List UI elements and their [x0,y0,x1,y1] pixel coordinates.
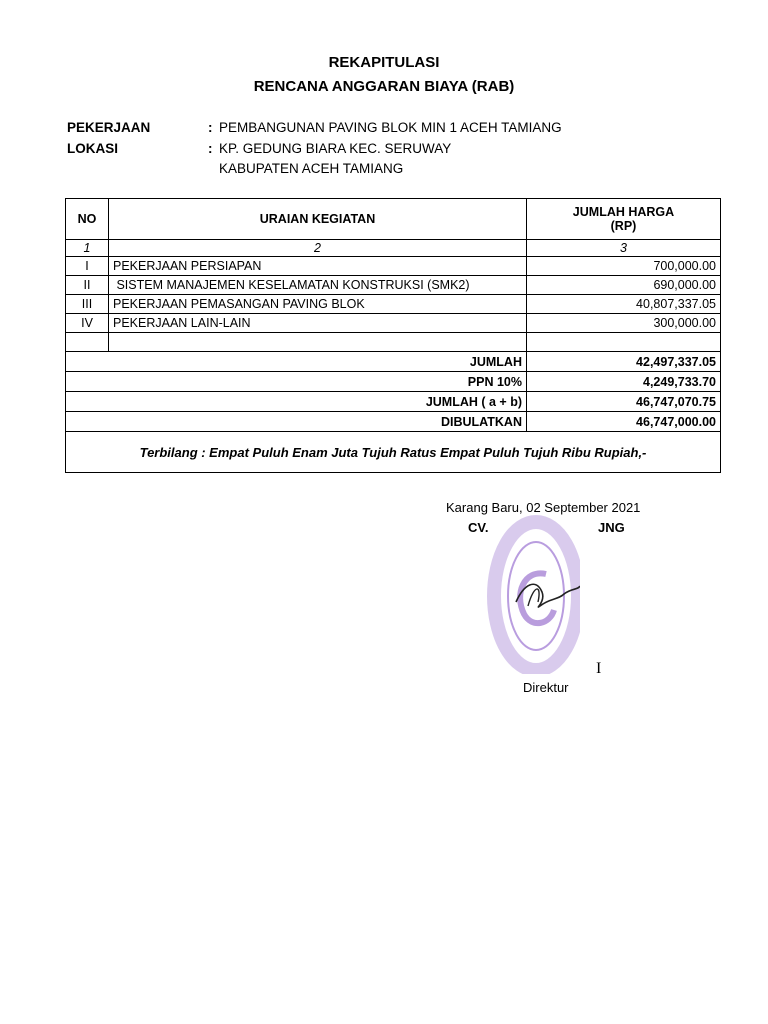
terbilang-text: Terbilang : Empat Puluh Enam Juta Tujuh Ratus Empat Puluh Tujuh Ribu Rupiah,- [66,432,721,473]
lokasi-colon: : [208,141,213,156]
row-desc: PEKERJAAN PEMASANGAN PAVING BLOK [109,295,527,314]
company-name-left: CV. [468,520,489,535]
row-no: III [66,295,109,314]
index-cell: 1 [66,240,109,257]
row-desc: SISTEM MANAJEMEN KESELAMATAN KONSTRUKSI (SMK2) [109,276,527,295]
summary-label: JUMLAH ( a + b) [66,392,527,412]
header-jumlah-line-1: JUMLAH HARGA [572,205,675,219]
header-jumlah-line-2: (RP) [610,219,637,233]
terbilang-row [66,432,721,473]
index-row [66,240,721,257]
empty-cell [66,333,109,352]
empty-cell [109,333,527,352]
company-name-right: JNG [598,520,625,535]
table-row [66,314,721,333]
header-uraian: URAIAN KEGIATAN [109,199,527,240]
summary-row-jumlah [66,352,721,372]
header-jumlah-harga [527,199,721,240]
table-row [66,295,721,314]
table-row [66,257,721,276]
empty-cell [527,333,721,352]
table-row [66,276,721,295]
header-no: NO [66,199,109,240]
summary-value: 46,747,000.00 [527,412,721,432]
summary-label: PPN 10% [66,372,527,392]
row-desc: PEKERJAAN LAIN-LAIN [109,314,527,333]
summary-label: DIBULATKAN [66,412,527,432]
pekerjaan-label: PEKERJAAN [67,120,151,135]
company-stamp-and-signature [484,514,580,674]
summary-row-rounded [66,412,721,432]
summary-value: 42,497,337.05 [527,352,721,372]
summary-value: 46,747,070.75 [527,392,721,412]
empty-row [66,333,721,352]
summary-row-ppn [66,372,721,392]
summary-row-total [66,392,721,412]
row-desc: PEKERJAAN PERSIAPAN [109,257,527,276]
rab-table [65,198,721,473]
pekerjaan-value: PEMBANGUNAN PAVING BLOK MIN 1 ACEH TAMIANG [219,120,562,135]
place-date: Karang Baru, 02 September 2021 [446,500,641,515]
lokasi-label: LOKASI [67,141,119,156]
position-title: Direktur [523,680,569,695]
row-no: I [66,257,109,276]
row-value: 690,000.00 [527,276,721,295]
index-cell: 3 [527,240,721,257]
document-subtitle: RENCANA ANGGARAN BIAYA (RAB) [253,78,515,95]
row-value: 300,000.00 [527,314,721,333]
lokasi-value-line-1: KP. GEDUNG BIARA KEC. SERUWAY [219,141,452,156]
row-value: 40,807,337.05 [527,295,721,314]
row-no: II [66,276,109,295]
lokasi-value-line-2: KABUPATEN ACEH TAMIANG [219,161,404,176]
document-title: REKAPITULASI [328,54,440,71]
index-cell: 2 [109,240,527,257]
table-header-row [66,199,721,240]
summary-value: 4,249,733.70 [527,372,721,392]
summary-label: JUMLAH [66,352,527,372]
signatory-initial: I [596,660,602,677]
row-value: 700,000.00 [527,257,721,276]
row-no: IV [66,314,109,333]
pekerjaan-colon: : [208,120,213,135]
